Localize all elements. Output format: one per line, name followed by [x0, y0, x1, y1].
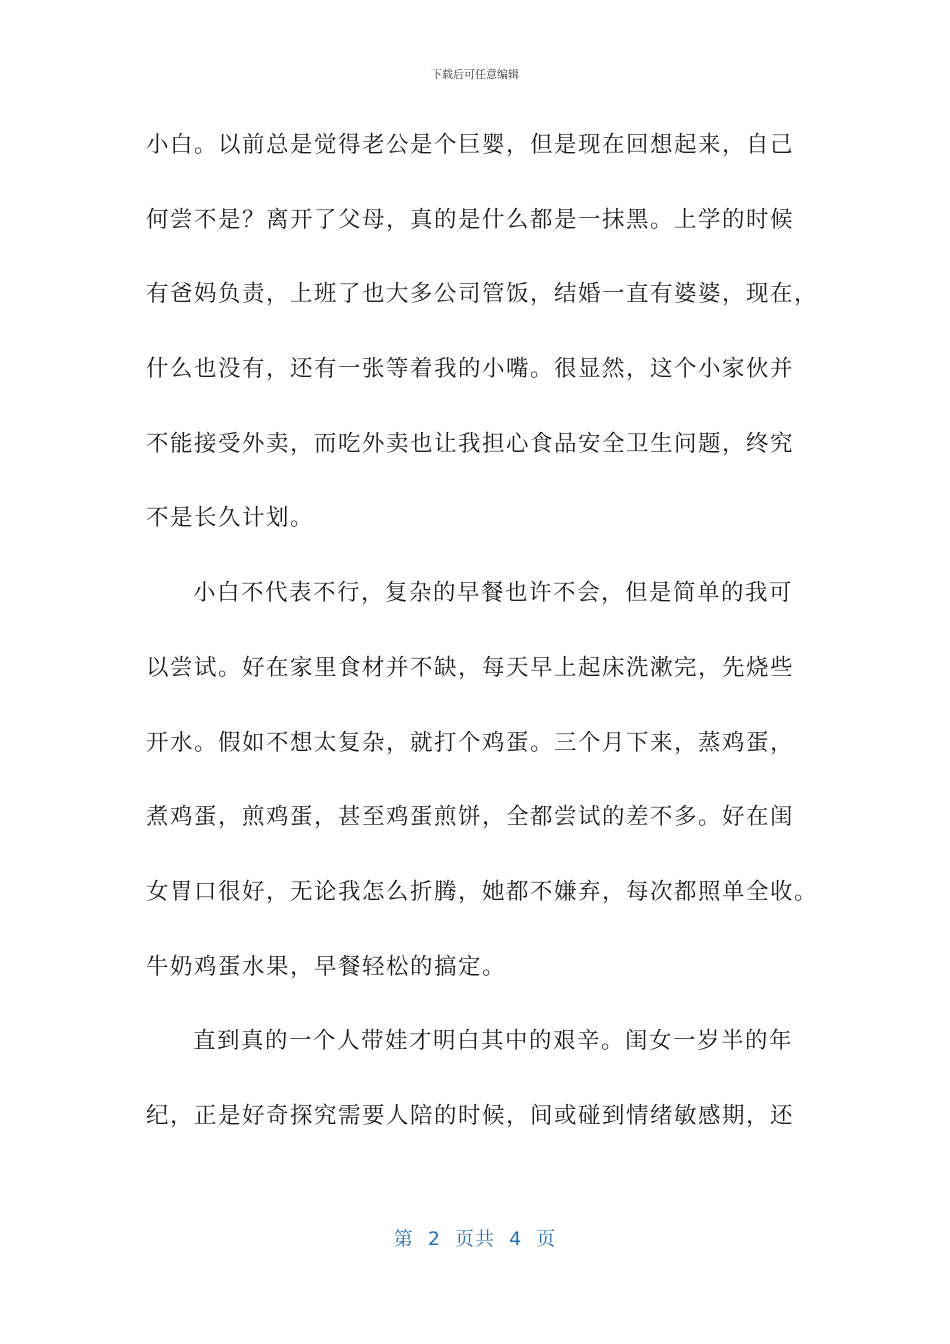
text-line: 有爸妈负责，上班了也大多公司管饭，结婚一直有婆婆，现在，	[146, 281, 819, 308]
text-line: 什么也没有，还有一张等着我的小嘴。很显然，这个小家伙并	[146, 356, 795, 383]
text-line: 不是长久计划。	[146, 505, 315, 532]
text-line: 以尝试。好在家里食材并不缺，每天早上起床洗漱完，先烧些	[146, 654, 795, 681]
text-line: 小白。以前总是觉得老公是个巨婴，但是现在回想起来，自己	[146, 132, 795, 158]
document-body	[146, 120, 819, 1166]
page-number-label: 第 2 页共 4 页	[393, 1228, 557, 1250]
header-note: 下载后可任意编辑	[431, 68, 519, 81]
text-line: 何尝不是？离开了父母，真的是什么都是一抹黑。上学的时候	[146, 206, 795, 233]
text-line: 牛奶鸡蛋水果，早餐轻松的搞定。	[146, 953, 507, 980]
page-number-footer	[0, 1224, 950, 1251]
text-line: 不能接受外卖，而吃外卖也让我担心食品安全卫生问题，终究	[146, 430, 795, 457]
text-line: 煮鸡蛋，煎鸡蛋，甚至鸡蛋煎饼，全都尝试的差不多。好在闺	[146, 804, 795, 831]
text-line: 纪，正是好奇探究需要人陪的时候，间或碰到情绪敏感期，还	[146, 1102, 795, 1129]
text-line: 开水。假如不想太复杂，就打个鸡蛋。三个月下来，蒸鸡蛋，	[146, 729, 795, 756]
text-line: 女胃口很好，无论我怎么折腾，她都不嫌弃，每次都照单全收。	[146, 878, 819, 905]
paragraph-start-line: 小白不代表不行，复杂的早餐也许不会，但是简单的我可	[193, 580, 794, 607]
paragraph-start-line: 直到真的一个人带娃才明白其中的艰辛。闺女一岁半的年	[193, 1028, 794, 1055]
